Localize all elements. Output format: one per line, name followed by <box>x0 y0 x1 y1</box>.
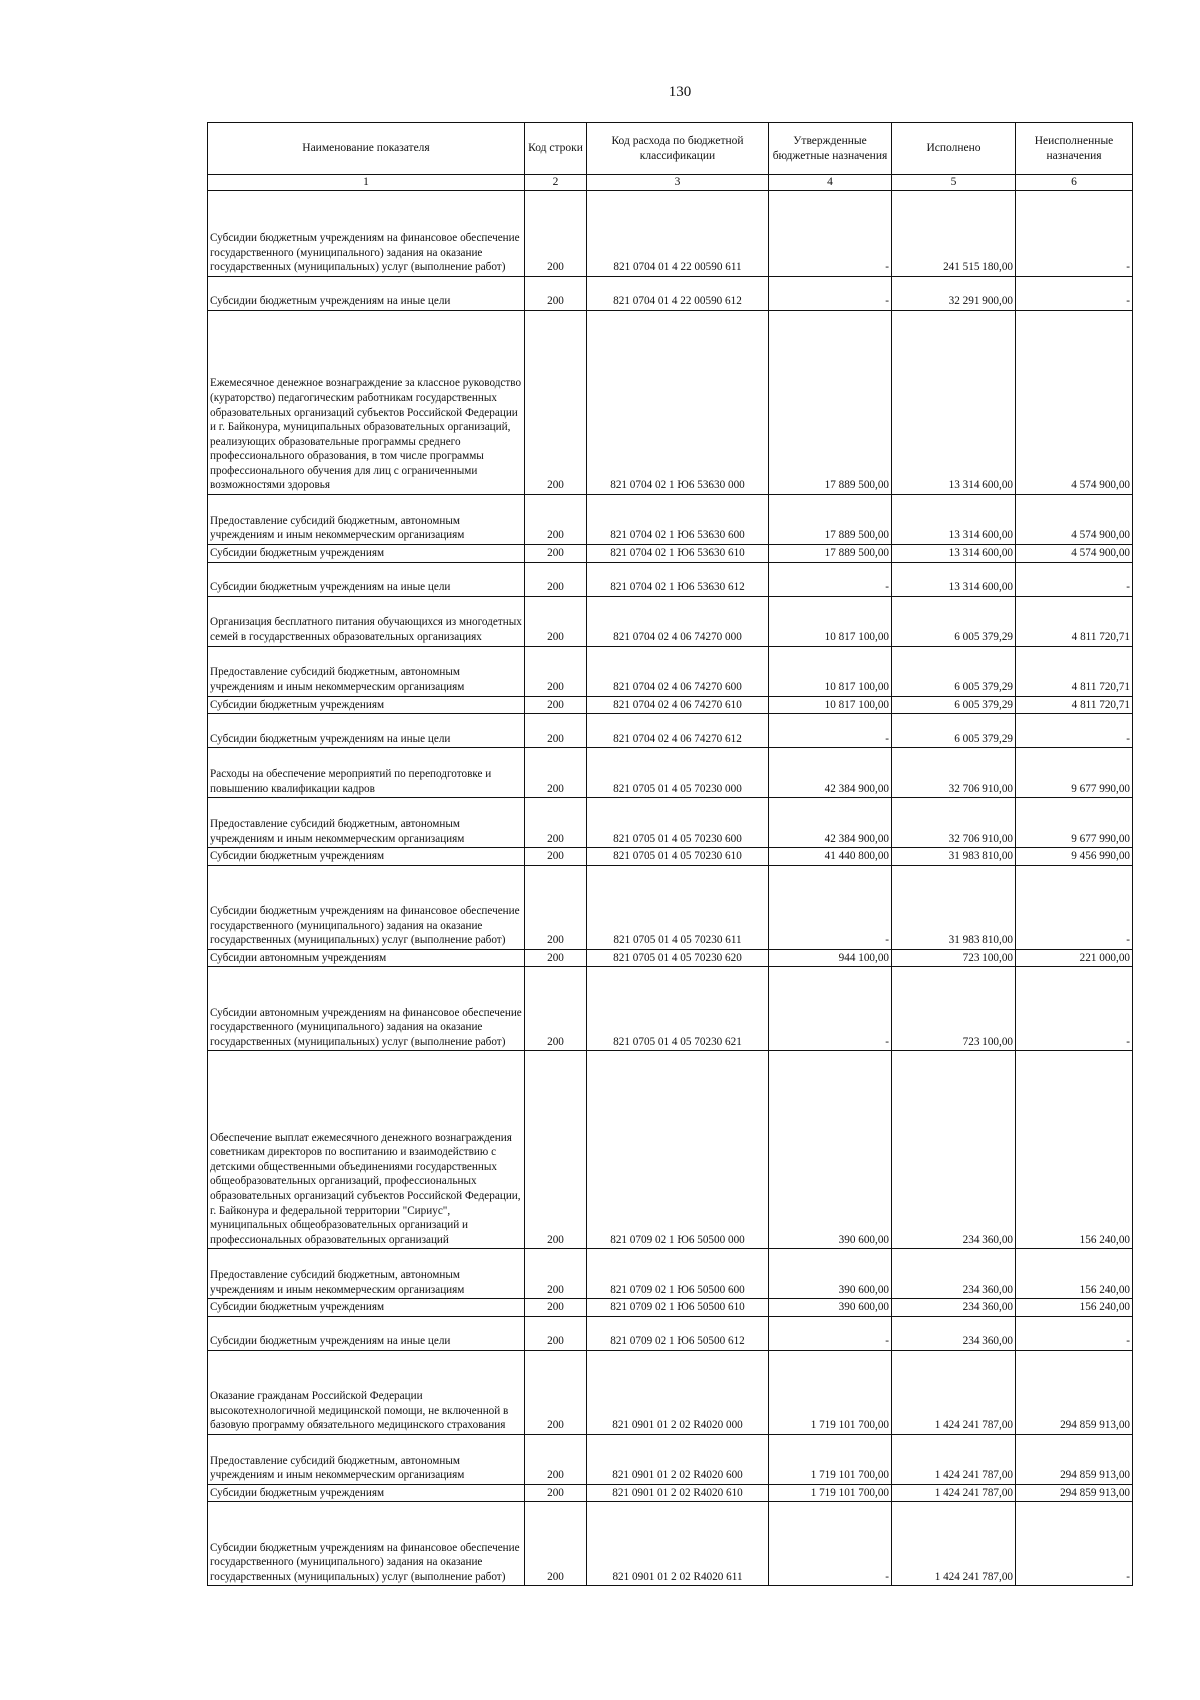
row-name: Субсидии бюджетным учреждениям <box>208 1299 525 1317</box>
row-executed: 241 515 180,00 <box>892 190 1016 276</box>
header-unexecuted: Неисполненные назначения <box>1016 123 1133 175</box>
row-name: Предоставление субсидий бюджетным, автономным учреждениям и иным некоммерческим организациям <box>208 798 525 848</box>
row-approved: 944 100,00 <box>769 949 892 967</box>
row-executed: 234 360,00 <box>892 1249 1016 1299</box>
row-executed: 234 360,00 <box>892 1051 1016 1249</box>
row-approved: - <box>769 562 892 596</box>
row-line-code: 200 <box>525 748 587 798</box>
header-row <box>208 123 1133 175</box>
row-line-code: 200 <box>525 865 587 949</box>
row-kbk: 821 0901 01 2 02 R4020 600 <box>587 1434 769 1484</box>
row-kbk: 821 0709 02 1 Ю6 50500 610 <box>587 1299 769 1317</box>
table-row <box>208 1502 1133 1586</box>
row-approved: 42 384 900,00 <box>769 798 892 848</box>
row-name: Оказание гражданам Российской Федерации высокотехнологичной медицинской помощи, не включенной в базовую программу обязательного медицинского страхования <box>208 1350 525 1434</box>
row-name: Субсидии бюджетным учреждениям на финансовое обеспечение государственного (муниципального) задания на оказание государственных (муниципальных) услуг (выполнение работ) <box>208 190 525 276</box>
row-unexecuted: 294 859 913,00 <box>1016 1350 1133 1434</box>
row-approved: 17 889 500,00 <box>769 310 892 494</box>
table-row <box>208 967 1133 1051</box>
row-name: Предоставление субсидий бюджетным, автономным учреждениям и иным некоммерческим организациям <box>208 1249 525 1299</box>
row-kbk: 821 0901 01 2 02 R4020 611 <box>587 1502 769 1586</box>
row-executed: 6 005 379,29 <box>892 646 1016 696</box>
row-approved: - <box>769 865 892 949</box>
row-line-code: 200 <box>525 494 587 544</box>
row-unexecuted: 4 811 720,71 <box>1016 646 1133 696</box>
row-line-code: 200 <box>525 1434 587 1484</box>
row-approved: - <box>769 1316 892 1350</box>
table-row <box>208 596 1133 646</box>
row-unexecuted: - <box>1016 1316 1133 1350</box>
row-executed: 31 983 810,00 <box>892 848 1016 866</box>
row-unexecuted: 9 456 990,00 <box>1016 848 1133 866</box>
row-name: Обеспечение выплат ежемесячного денежного вознаграждения советникам директоров по воспитанию и взаимодействию с детскими общественными объединениями государственных общеобразовательных организаций, профессиональных образовательных организаций субъектов Российской Федерации, г. Байконура и федеральной территории "Сириус", муниципальных общеобразовательных организаций и профессиональных образовательных организаций <box>208 1051 525 1249</box>
row-name: Субсидии бюджетным учреждениям <box>208 544 525 562</box>
row-approved: - <box>769 714 892 748</box>
row-line-code: 200 <box>525 949 587 967</box>
table-row <box>208 190 1133 276</box>
row-approved: 1 719 101 700,00 <box>769 1484 892 1502</box>
row-name: Субсидии бюджетным учреждениям на финансовое обеспечение государственного (муниципального) задания на оказание государственных (муниципальных) услуг (выполнение работ) <box>208 1502 525 1586</box>
table-row <box>208 748 1133 798</box>
row-executed: 13 314 600,00 <box>892 494 1016 544</box>
column-number: 5 <box>892 175 1016 191</box>
table-row <box>208 276 1133 310</box>
row-executed: 723 100,00 <box>892 949 1016 967</box>
row-approved: 390 600,00 <box>769 1249 892 1299</box>
row-name: Расходы на обеспечение мероприятий по переподготовке и повышению квалификации кадров <box>208 748 525 798</box>
row-unexecuted: - <box>1016 190 1133 276</box>
row-executed: 234 360,00 <box>892 1316 1016 1350</box>
row-executed: 1 424 241 787,00 <box>892 1350 1016 1434</box>
row-approved: 17 889 500,00 <box>769 494 892 544</box>
row-approved: 17 889 500,00 <box>769 544 892 562</box>
row-kbk: 821 0901 01 2 02 R4020 610 <box>587 1484 769 1502</box>
row-line-code: 200 <box>525 1484 587 1502</box>
row-unexecuted: - <box>1016 562 1133 596</box>
column-numbers-row <box>208 175 1133 191</box>
row-line-code: 200 <box>525 544 587 562</box>
table-row <box>208 865 1133 949</box>
row-line-code: 200 <box>525 276 587 310</box>
row-line-code: 200 <box>525 714 587 748</box>
column-number: 6 <box>1016 175 1133 191</box>
row-unexecuted: 221 000,00 <box>1016 949 1133 967</box>
row-executed: 32 291 900,00 <box>892 276 1016 310</box>
row-kbk: 821 0704 02 4 06 74270 600 <box>587 646 769 696</box>
row-kbk: 821 0705 01 4 05 70230 620 <box>587 949 769 967</box>
row-approved: 10 817 100,00 <box>769 646 892 696</box>
row-unexecuted: 4 574 900,00 <box>1016 494 1133 544</box>
table-row <box>208 562 1133 596</box>
row-approved: - <box>769 1502 892 1586</box>
row-kbk: 821 0704 02 1 Ю6 53630 000 <box>587 310 769 494</box>
row-approved: 390 600,00 <box>769 1299 892 1317</box>
row-name: Субсидии бюджетным учреждениям на иные цели <box>208 562 525 596</box>
table-row <box>208 1434 1133 1484</box>
row-kbk: 821 0704 01 4 22 00590 612 <box>587 276 769 310</box>
row-approved: - <box>769 276 892 310</box>
row-unexecuted: - <box>1016 714 1133 748</box>
row-approved: - <box>769 967 892 1051</box>
row-line-code: 200 <box>525 190 587 276</box>
row-line-code: 200 <box>525 696 587 714</box>
row-unexecuted: - <box>1016 967 1133 1051</box>
row-executed: 13 314 600,00 <box>892 544 1016 562</box>
row-line-code: 200 <box>525 1316 587 1350</box>
column-number: 2 <box>525 175 587 191</box>
header-name: Наименование показателя <box>208 123 525 175</box>
row-approved: 10 817 100,00 <box>769 596 892 646</box>
row-name: Организация бесплатного питания обучающихся из многодетных семей в государственных образовательных организациях <box>208 596 525 646</box>
row-line-code: 200 <box>525 1249 587 1299</box>
row-kbk: 821 0704 02 1 Ю6 53630 612 <box>587 562 769 596</box>
row-unexecuted: - <box>1016 1502 1133 1586</box>
table-row <box>208 494 1133 544</box>
table-row <box>208 1299 1133 1317</box>
row-unexecuted: - <box>1016 865 1133 949</box>
row-line-code: 200 <box>525 310 587 494</box>
row-approved: - <box>769 190 892 276</box>
row-unexecuted: 4 811 720,71 <box>1016 696 1133 714</box>
row-approved: 41 440 800,00 <box>769 848 892 866</box>
table-row <box>208 949 1133 967</box>
row-kbk: 821 0704 02 1 Ю6 53630 600 <box>587 494 769 544</box>
header-approved: Утвержденные бюджетные назначения <box>769 123 892 175</box>
row-kbk: 821 0705 01 4 05 70230 610 <box>587 848 769 866</box>
row-name: Предоставление субсидий бюджетным, автономным учреждениям и иным некоммерческим организациям <box>208 1434 525 1484</box>
row-kbk: 821 0704 02 4 06 74270 000 <box>587 596 769 646</box>
table-row <box>208 1350 1133 1434</box>
row-name: Предоставление субсидий бюджетным, автономным учреждениям и иным некоммерческим организациям <box>208 494 525 544</box>
row-line-code: 200 <box>525 646 587 696</box>
row-unexecuted: 156 240,00 <box>1016 1299 1133 1317</box>
row-line-code: 200 <box>525 1299 587 1317</box>
column-number: 1 <box>208 175 525 191</box>
row-line-code: 200 <box>525 848 587 866</box>
page-number: 130 <box>668 84 692 100</box>
row-name: Субсидии автономным учреждениям на финансовое обеспечение государственного (муниципального) задания на оказание государственных (муниципальных) услуг (выполнение работ) <box>208 967 525 1051</box>
row-name: Субсидии бюджетным учреждениям на финансовое обеспечение государственного (муниципального) задания на оказание государственных (муниципальных) услуг (выполнение работ) <box>208 865 525 949</box>
row-line-code: 200 <box>525 967 587 1051</box>
row-name: Субсидии автономным учреждениям <box>208 949 525 967</box>
table-row <box>208 1484 1133 1502</box>
header-kbk: Код расхода по бюджетной классификации <box>587 123 769 175</box>
row-line-code: 200 <box>525 1350 587 1434</box>
row-name: Субсидии бюджетным учреждениям на иные цели <box>208 714 525 748</box>
row-kbk: 821 0704 02 4 06 74270 612 <box>587 714 769 748</box>
row-executed: 1 424 241 787,00 <box>892 1434 1016 1484</box>
row-kbk: 821 0705 01 4 05 70230 611 <box>587 865 769 949</box>
row-unexecuted: 4 574 900,00 <box>1016 544 1133 562</box>
row-name: Субсидии бюджетным учреждениям на иные цели <box>208 1316 525 1350</box>
table-row <box>208 696 1133 714</box>
table-row <box>208 646 1133 696</box>
row-name: Субсидии бюджетным учреждениям <box>208 1484 525 1502</box>
row-executed: 32 706 910,00 <box>892 748 1016 798</box>
row-kbk: 821 0709 02 1 Ю6 50500 600 <box>587 1249 769 1299</box>
row-approved: 1 719 101 700,00 <box>769 1434 892 1484</box>
table-row <box>208 310 1133 494</box>
row-unexecuted: 4 574 900,00 <box>1016 310 1133 494</box>
row-unexecuted: - <box>1016 276 1133 310</box>
row-kbk: 821 0705 01 4 05 70230 600 <box>587 798 769 848</box>
row-executed: 6 005 379,29 <box>892 696 1016 714</box>
row-unexecuted: 4 811 720,71 <box>1016 596 1133 646</box>
table-row <box>208 1316 1133 1350</box>
row-line-code: 200 <box>525 1051 587 1249</box>
row-kbk: 821 0704 01 4 22 00590 611 <box>587 190 769 276</box>
budget-execution-table <box>207 122 1133 1586</box>
row-approved: 1 719 101 700,00 <box>769 1350 892 1434</box>
row-executed: 1 424 241 787,00 <box>892 1484 1016 1502</box>
table-row <box>208 1249 1133 1299</box>
table-row <box>208 798 1133 848</box>
row-executed: 13 314 600,00 <box>892 310 1016 494</box>
column-number: 4 <box>769 175 892 191</box>
row-executed: 32 706 910,00 <box>892 798 1016 848</box>
row-kbk: 821 0709 02 1 Ю6 50500 612 <box>587 1316 769 1350</box>
header-executed: Исполнено <box>892 123 1016 175</box>
row-kbk: 821 0901 01 2 02 R4020 000 <box>587 1350 769 1434</box>
column-number: 3 <box>587 175 769 191</box>
row-executed: 13 314 600,00 <box>892 562 1016 596</box>
row-unexecuted: 156 240,00 <box>1016 1051 1133 1249</box>
row-executed: 31 983 810,00 <box>892 865 1016 949</box>
row-name: Ежемесячное денежное вознаграждение за классное руководство (кураторство) педагогическим работникам государственных образовательных организаций субъектов Российской Федерации и г. Байконура, муниципальных образовательных организаций, реализующих образовательные программы среднего профессионального образования, в том числе программы профессионального обучения для лиц с ограниченными возможностями здоровья <box>208 310 525 494</box>
row-name: Субсидии бюджетным учреждениям <box>208 696 525 714</box>
row-line-code: 200 <box>525 798 587 848</box>
row-line-code: 200 <box>525 596 587 646</box>
row-name: Предоставление субсидий бюджетным, автономным учреждениям и иным некоммерческим организациям <box>208 646 525 696</box>
row-approved: 390 600,00 <box>769 1051 892 1249</box>
row-approved: 10 817 100,00 <box>769 696 892 714</box>
row-name: Субсидии бюджетным учреждениям на иные цели <box>208 276 525 310</box>
row-unexecuted: 9 677 990,00 <box>1016 748 1133 798</box>
row-executed: 6 005 379,29 <box>892 596 1016 646</box>
table-row <box>208 714 1133 748</box>
row-kbk: 821 0709 02 1 Ю6 50500 000 <box>587 1051 769 1249</box>
row-kbk: 821 0704 02 4 06 74270 610 <box>587 696 769 714</box>
row-kbk: 821 0704 02 1 Ю6 53630 610 <box>587 544 769 562</box>
table-row <box>208 848 1133 866</box>
table-body <box>208 190 1133 1585</box>
row-executed: 723 100,00 <box>892 967 1016 1051</box>
header-line-code: Код строки <box>525 123 587 175</box>
row-unexecuted: 9 677 990,00 <box>1016 798 1133 848</box>
row-unexecuted: 156 240,00 <box>1016 1249 1133 1299</box>
row-line-code: 200 <box>525 1502 587 1586</box>
row-executed: 6 005 379,29 <box>892 714 1016 748</box>
row-executed: 1 424 241 787,00 <box>892 1502 1016 1586</box>
row-kbk: 821 0705 01 4 05 70230 000 <box>587 748 769 798</box>
table-row <box>208 544 1133 562</box>
table-row <box>208 1051 1133 1249</box>
row-name: Субсидии бюджетным учреждениям <box>208 848 525 866</box>
row-executed: 234 360,00 <box>892 1299 1016 1317</box>
row-unexecuted: 294 859 913,00 <box>1016 1484 1133 1502</box>
row-approved: 42 384 900,00 <box>769 748 892 798</box>
row-line-code: 200 <box>525 562 587 596</box>
row-kbk: 821 0705 01 4 05 70230 621 <box>587 967 769 1051</box>
row-unexecuted: 294 859 913,00 <box>1016 1434 1133 1484</box>
